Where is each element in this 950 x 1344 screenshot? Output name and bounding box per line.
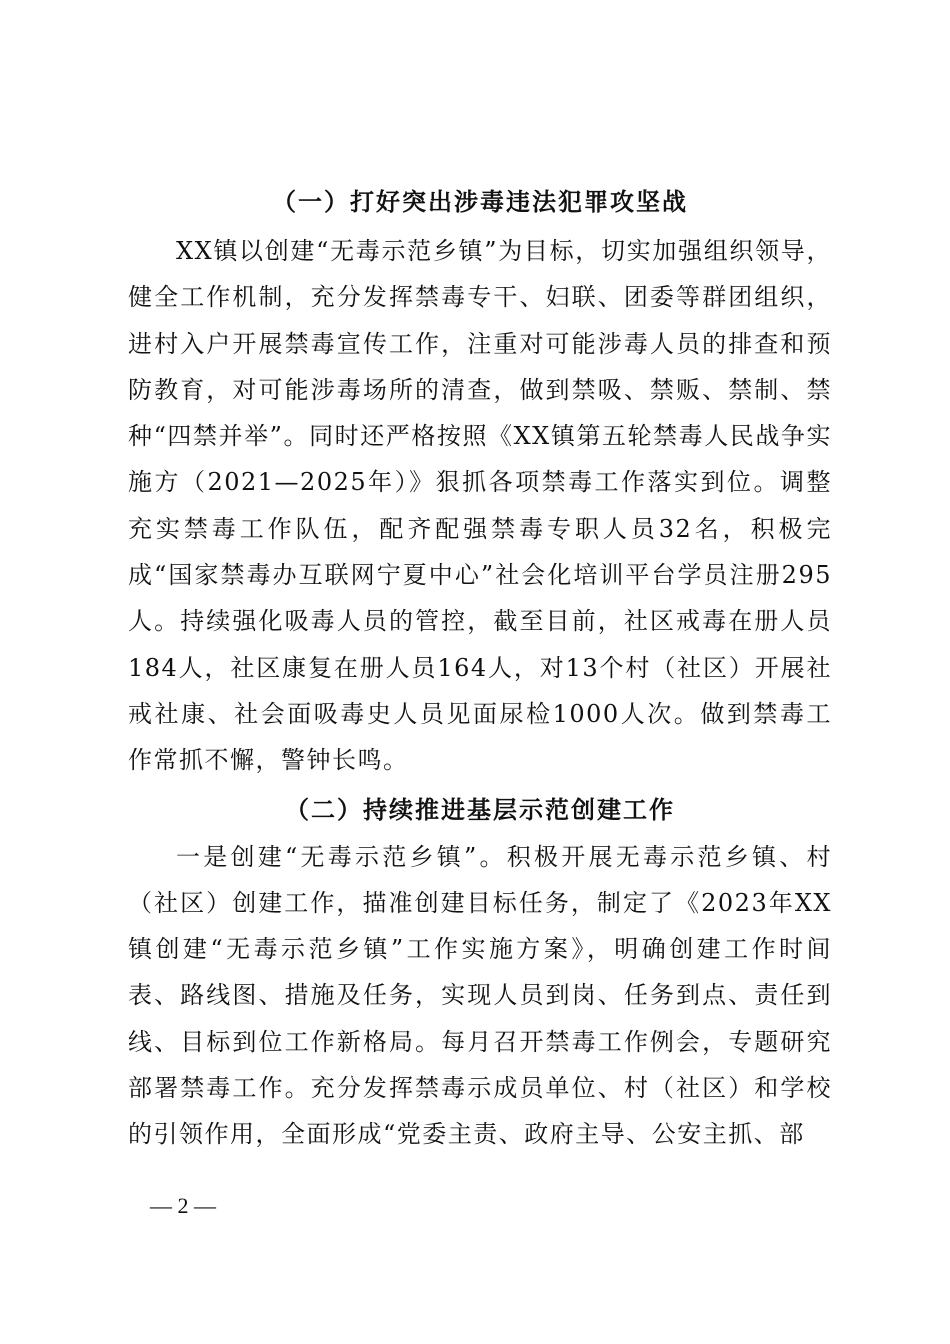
document-body [128, 180, 832, 1158]
section-heading-1: （一）打好突出涉毒违法犯罪攻坚战 [272, 187, 688, 216]
section-2-paragraph: 一是创建“无毒示范乡镇”。积极开展无毒示范乡镇、村（社区）创建工作，描准创建目标任务，制定了《2023年XX镇创建“无毒示范乡镇”工作实施方案》，明确创建工作时间表、路线图、措施及任务，实现人员到岗、任务到点、责任到线、目标到位工作新格局。每月召开禁毒工作例会，专题研究部署禁毒工作。充分发挥禁毒示成员单位、村（社区）和学校的引领作用，全面形成“党委主责、政府主导、公安主抓、部 [128, 842, 832, 1149]
section-heading-2: （二）持续推进基层示范创建工作 [285, 794, 675, 824]
section-1-paragraph: XX镇以创建“无毒示范乡镇”为目标，切实加强组织领导，健全工作机制，充分发挥禁毒专干、妇联、团委等群团组织，进村入户开展禁毒宣传工作，注重对可能涉毒人员的排查和预防教育，对可能涉毒场所的清查，做到禁吸、禁贩、禁制、禁种“四禁并举”。同时还严格按照《XX镇第五轮禁毒人民战争实施方（2021—2025年）》狠抓各项禁毒工作落实到位。调整充实禁毒工作队伍，配齐配强禁毒专职人员32名，积极完成“国家禁毒办互联网宁夏中心”社会化培训平台学员注册295人。持续强化吸毒人员的管控，截至目前，社区戒毒在册人员184人，社区康复在册人员164人，对13个村（社区）开展社戒社康、社会面吸毒史人员见面尿检1000人次。做到禁毒工作常抓不懈，警钟长鸣。 [128, 237, 832, 775]
page-number: — 2 — [150, 1193, 216, 1218]
